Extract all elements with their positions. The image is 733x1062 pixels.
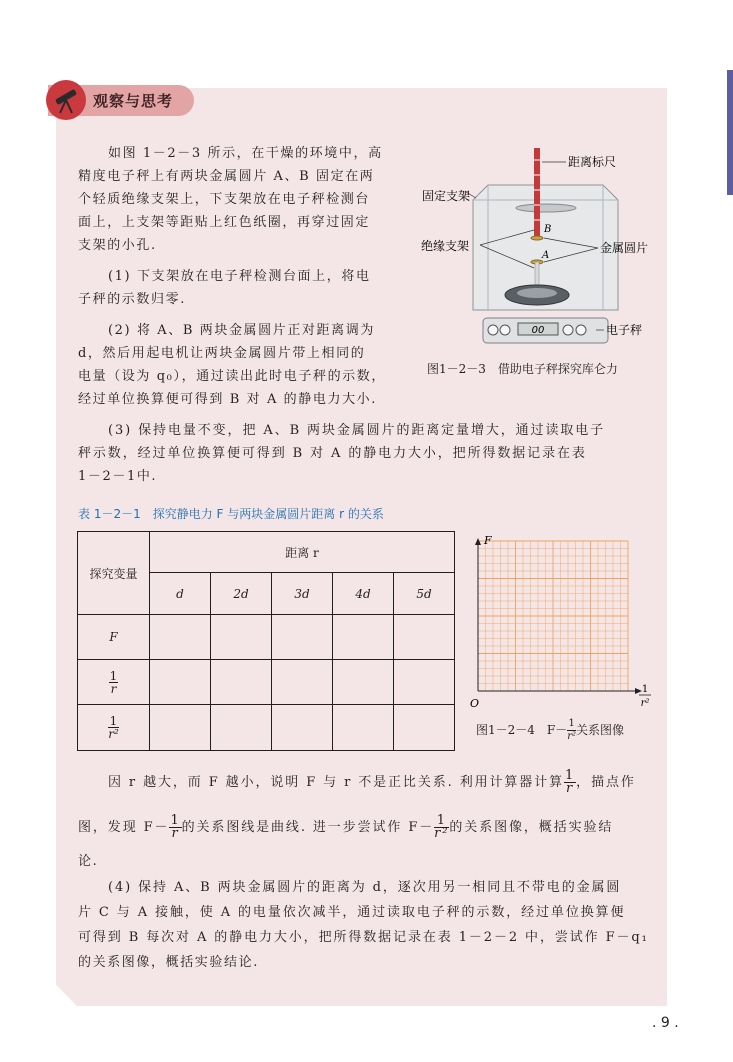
fixed-support-label: 固定支架 [422,189,471,203]
table-cell [211,660,272,705]
figure2-caption: 图1－2－4 F－ $\frac{1}{\text{r²}}$ 关系图像 [476,718,625,742]
conclusion-line-1: 因 r 越大，而 F 越小，说明 F 与 r 不是正比关系. 利用计算器计算 $\frac{1}{r}$ ，描点作 [108,768,636,796]
y-axis-label: F [484,534,492,547]
intro-line: 个轻质绝缘支架上，下支架放在电子秤检测台 [78,192,371,207]
x-axis-label-num: 1 [641,684,649,695]
row-label: F [78,615,150,660]
graph-paper-figure [470,533,660,713]
column-header: 2d [211,573,272,615]
table-cell [150,705,211,751]
group-header-cell: 距离 r [150,532,455,573]
step4-line: 片 C 与 A 接触，使 A 的电量依次减半，通过读取电子秤的示数，经过单位换算便 [78,905,626,920]
table-cell [272,615,333,660]
step2-line: d，然后用起电机让两块金属圆片带上相同的 [78,346,366,361]
scale-label: 电子秤 [606,323,643,337]
table-caption: 表 1－2－1 探究静电力 F 与两块金属圆片距离 r 的关系 [78,507,384,521]
insulating-support-label: 绝缘支架 [421,239,470,253]
panel-folded-corner [56,985,78,1007]
intro-line: 支架的小孔. [78,238,157,253]
step2-line: 电量（设为 q₀），通过读出此时电子秤的示数， [78,369,386,384]
table-cell [394,705,455,751]
table-cell [333,705,394,751]
step4-line: 的关系图像，概括实验结论. [78,955,259,970]
column-header: 3d [272,573,333,615]
table-cell [150,660,211,705]
data-table [77,531,455,751]
origin-label: O [470,697,480,710]
x-axis-label-den: r² [640,698,650,709]
scale-display: 00 [531,325,545,336]
table-cell [211,705,272,751]
step1-line: (1) 下支架放在电子秤检测台面上，将电 [108,269,371,284]
row-label: $\frac{1}{\text{r²}}$ [78,705,150,751]
grid-lines [478,541,628,691]
column-header: 5d [394,573,455,615]
conclusion-line-2: 图，发现 F－ $\frac{1}{r}$ 的关系图线是曲线. 进一步尝试作 F－ $\frac{1}{\text{r²}}$ 的关系图像，概括实验结 [78,813,614,841]
column-header: 4d [333,573,394,615]
row-header-cell: 探究变量 [78,532,150,615]
row-label: $\frac{1}{r}$ [78,660,150,705]
chapter-side-tab [727,70,733,195]
step4-line: 可得到 B 每次对 A 的静电力大小，把所得数据记录在表 1－2－2 中，尝试作 F－q₁ [78,930,649,945]
section-title: 观察与思考 [93,92,174,110]
table-cell [394,660,455,705]
figure1-caption: 图1－2－3 借助电子秤探究库仑力 [427,362,618,376]
step1-line: 子秤的示数归零. [78,292,186,307]
table-cell [211,615,272,660]
step3-line: (3) 保持电量不变，把 A、B 两块金属圆片的距离定量增大，通过读取电子 [108,423,606,438]
table-cell [272,705,333,751]
metal-disk-label: 金属圆片 [600,241,649,255]
y-axis-arrow [475,538,481,545]
disk-a-label: A [542,250,550,261]
step4-line: (4) 保持 A、B 两块金属圆片的距离为 d，逐次用另一相同且不带电的金属圆 [108,880,622,895]
intro-line: 精度电子秤上有两块金属圆片 A、B 固定在两 [78,169,375,184]
intro-line: 面上，上支架等距贴上红色纸圈，再穿过固定 [78,215,371,230]
telescope-icon [46,80,86,120]
table-cell [150,615,211,660]
step2-line: (2) 将 A、B 两块金属圆片正对距离调为 [108,323,375,338]
step3-line: 1－2－1中. [78,469,158,484]
conclusion-line-3: 论. [78,854,99,869]
step3-line: 秤示数，经过单位换算便可得到 B 对 A 的静电力大小，把所得数据记录在表 [78,446,587,461]
table-cell [394,615,455,660]
page-number: . 9 . [652,1015,679,1031]
disk-b-label: B [544,224,552,235]
column-header: d [150,573,211,615]
coulomb-apparatus-figure [418,140,668,350]
ruler-label: 距离标尺 [568,155,617,169]
table-cell [272,660,333,705]
intro-line: 如图 1－2－3 所示，在干燥的环境中，高 [108,146,383,161]
table-cell [333,660,394,705]
step2-line: 经过单位换算便可得到 B 对 A 的静电力大小. [78,392,378,407]
table-cell [333,615,394,660]
